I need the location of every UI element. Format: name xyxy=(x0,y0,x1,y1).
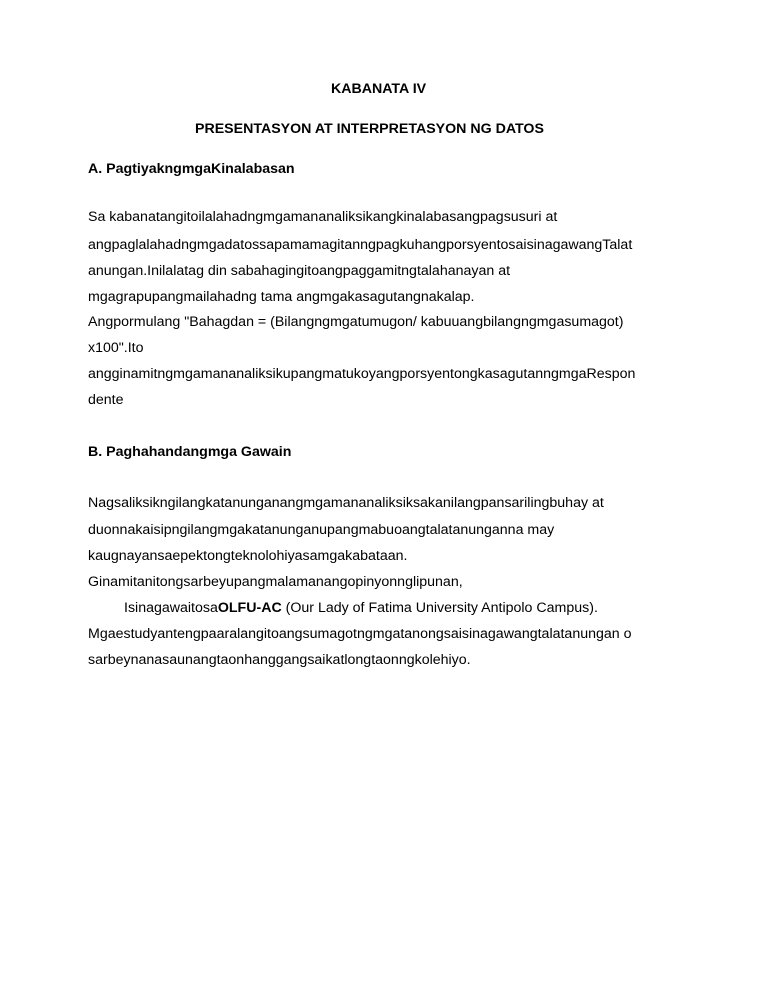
section-a-line: anungan.Inilalatag din sabahagingitoangpaggamitngtalahanayan at xyxy=(88,263,511,279)
section-b-line: Ginamitanitongsarbeyupangmalamanangopinyonnglipunan, xyxy=(88,574,463,590)
section-b-line: sarbeynanasaunangtaonhanggangsaikatlongtaonngkolehiyo. xyxy=(88,652,471,668)
section-a-line: angginamitngmgamananaliksikupangmatukoyangporsyentongkasagutanngmgaRespon xyxy=(88,366,636,382)
section-a-heading: A. PagtiyakngmgaKinalabasan xyxy=(88,161,295,177)
chapter-heading: KABANATA IV xyxy=(331,81,427,97)
section-a-line: Sa kabanatangitoilalahadngmgamananaliksikangkinalabasangpagsusuri at xyxy=(88,209,558,225)
section-a-line: x100".Ito xyxy=(88,340,144,356)
section-a-line: Angpormulang "Bahagdan = (Bilangngmgatumugon/ kabuuangbilangngmgasumagot) xyxy=(88,314,624,330)
section-b-heading: B. Paghahandangmga Gawain xyxy=(88,444,292,460)
section-b-line: duonnakaisipngilangmgakatanunganupangmabuoangtalatanunganna may xyxy=(88,522,555,538)
venue-school-code: OLFU-AC xyxy=(217,600,282,616)
venue-post-text: (Our Lady of Fatima University Antipolo Campus). xyxy=(281,600,598,616)
section-a-line: angpaglalahadngmgadatossapamamagitanngpagkuhangporsyentosaisinagawangTalat xyxy=(88,237,633,253)
section-b-line: Mgaestudyantengpaaralangitoangsumagotngmgatanongsaisinagawangtalatanungan o xyxy=(88,626,632,642)
chapter-title: PRESENTASYON AT INTERPRETASYON NG DATOS xyxy=(195,121,544,137)
section-b-line-venue xyxy=(124,599,598,617)
section-b-line: Nagsaliksikngilangkatanunganangmgamananaliksiksakanilangpansarilingbuhay at xyxy=(88,495,604,511)
section-b-line: kaugnayansaepektongteknolohiyasamgakabataan. xyxy=(88,548,408,564)
venue-pre-text: Isinagawaitosa xyxy=(124,600,218,616)
section-a-line: mgagrapupangmailahadng tama angmgakasagutangnakalap. xyxy=(88,289,475,305)
section-a-line: dente xyxy=(88,392,124,408)
